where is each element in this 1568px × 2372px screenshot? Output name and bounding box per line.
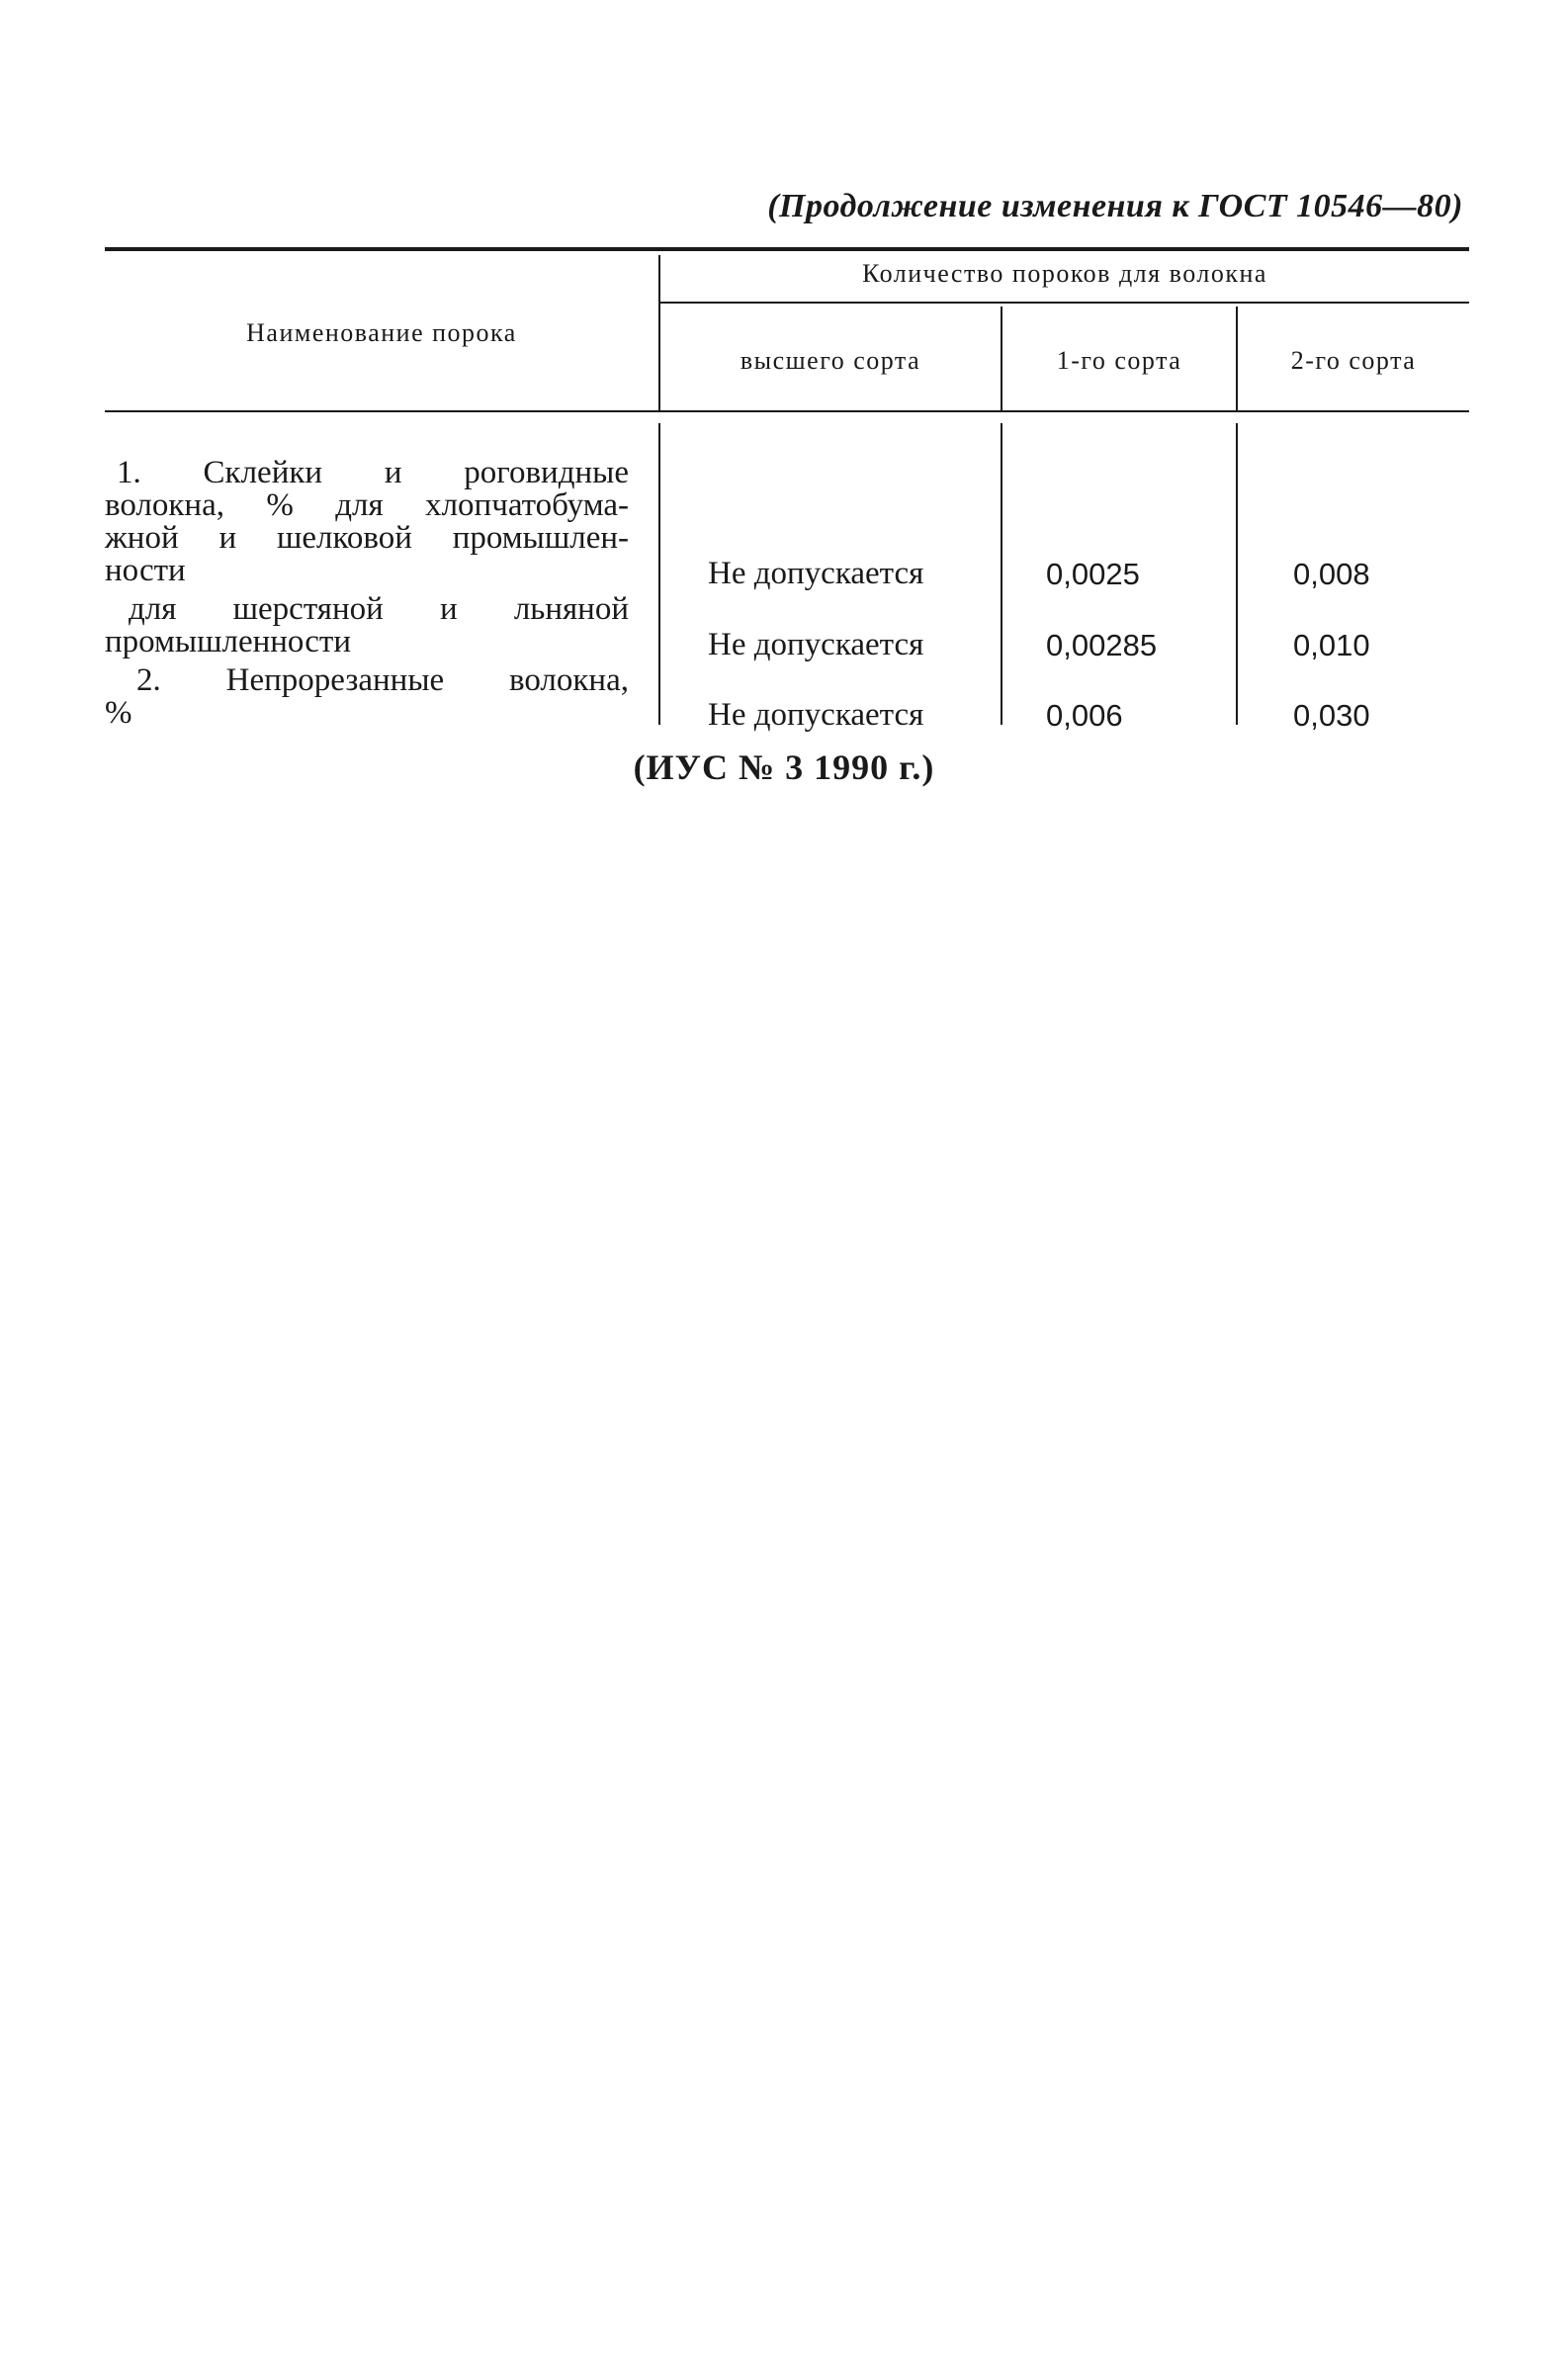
continuation-header: (Продолжение изменения к ГОСТ 10546—80) bbox=[767, 188, 1463, 224]
row2-name-line2: промышленности bbox=[105, 624, 351, 659]
row1-name-line4: ности bbox=[105, 553, 186, 588]
header-grade-premium: высшего сорта bbox=[740, 346, 921, 375]
table-top-rule bbox=[105, 247, 1469, 251]
row2-value-second: 0,010 bbox=[1293, 628, 1370, 662]
header-defect-name: Наименование порока bbox=[246, 318, 517, 347]
row3-value-premium: Не допускается bbox=[708, 697, 924, 733]
header-grade-second: 2-го сорта bbox=[1290, 346, 1417, 375]
body-divider-grade2 bbox=[1236, 423, 1238, 725]
group-header-rule bbox=[660, 302, 1469, 304]
row3-value-first: 0,006 bbox=[1046, 698, 1123, 733]
header-grade-first: 1-го сорта bbox=[1056, 346, 1182, 375]
header-bottom-rule bbox=[105, 410, 1469, 412]
row1-value-first: 0,0025 bbox=[1046, 557, 1140, 591]
row3-value-second: 0,030 bbox=[1293, 698, 1370, 733]
row2-name-line1: для шерстяной и льняной bbox=[129, 591, 629, 627]
row1-name-line2: волокна, % для хлопчатобума- bbox=[105, 487, 629, 523]
row1-value-second: 0,008 bbox=[1293, 557, 1370, 591]
row3-name-line1: 2. Непрорезанные волокна, bbox=[136, 662, 629, 698]
header-defect-count: Количество пороков для волокна bbox=[862, 259, 1267, 288]
body-divider-grade1 bbox=[1001, 423, 1002, 725]
row2-value-premium: Не допускается bbox=[708, 627, 924, 662]
row1-value-premium: Не допускается bbox=[708, 556, 924, 591]
body-divider-name bbox=[658, 423, 660, 725]
row1-name-line3: жной и шелковой промышлен- bbox=[105, 520, 629, 556]
row3-name-line2: % bbox=[105, 695, 132, 731]
source-reference: (ИУС № 3 1990 г.) bbox=[633, 747, 935, 787]
row2-value-first: 0,00285 bbox=[1046, 628, 1158, 662]
row1-name-line1: 1. Склейки и роговидные bbox=[117, 455, 629, 490]
